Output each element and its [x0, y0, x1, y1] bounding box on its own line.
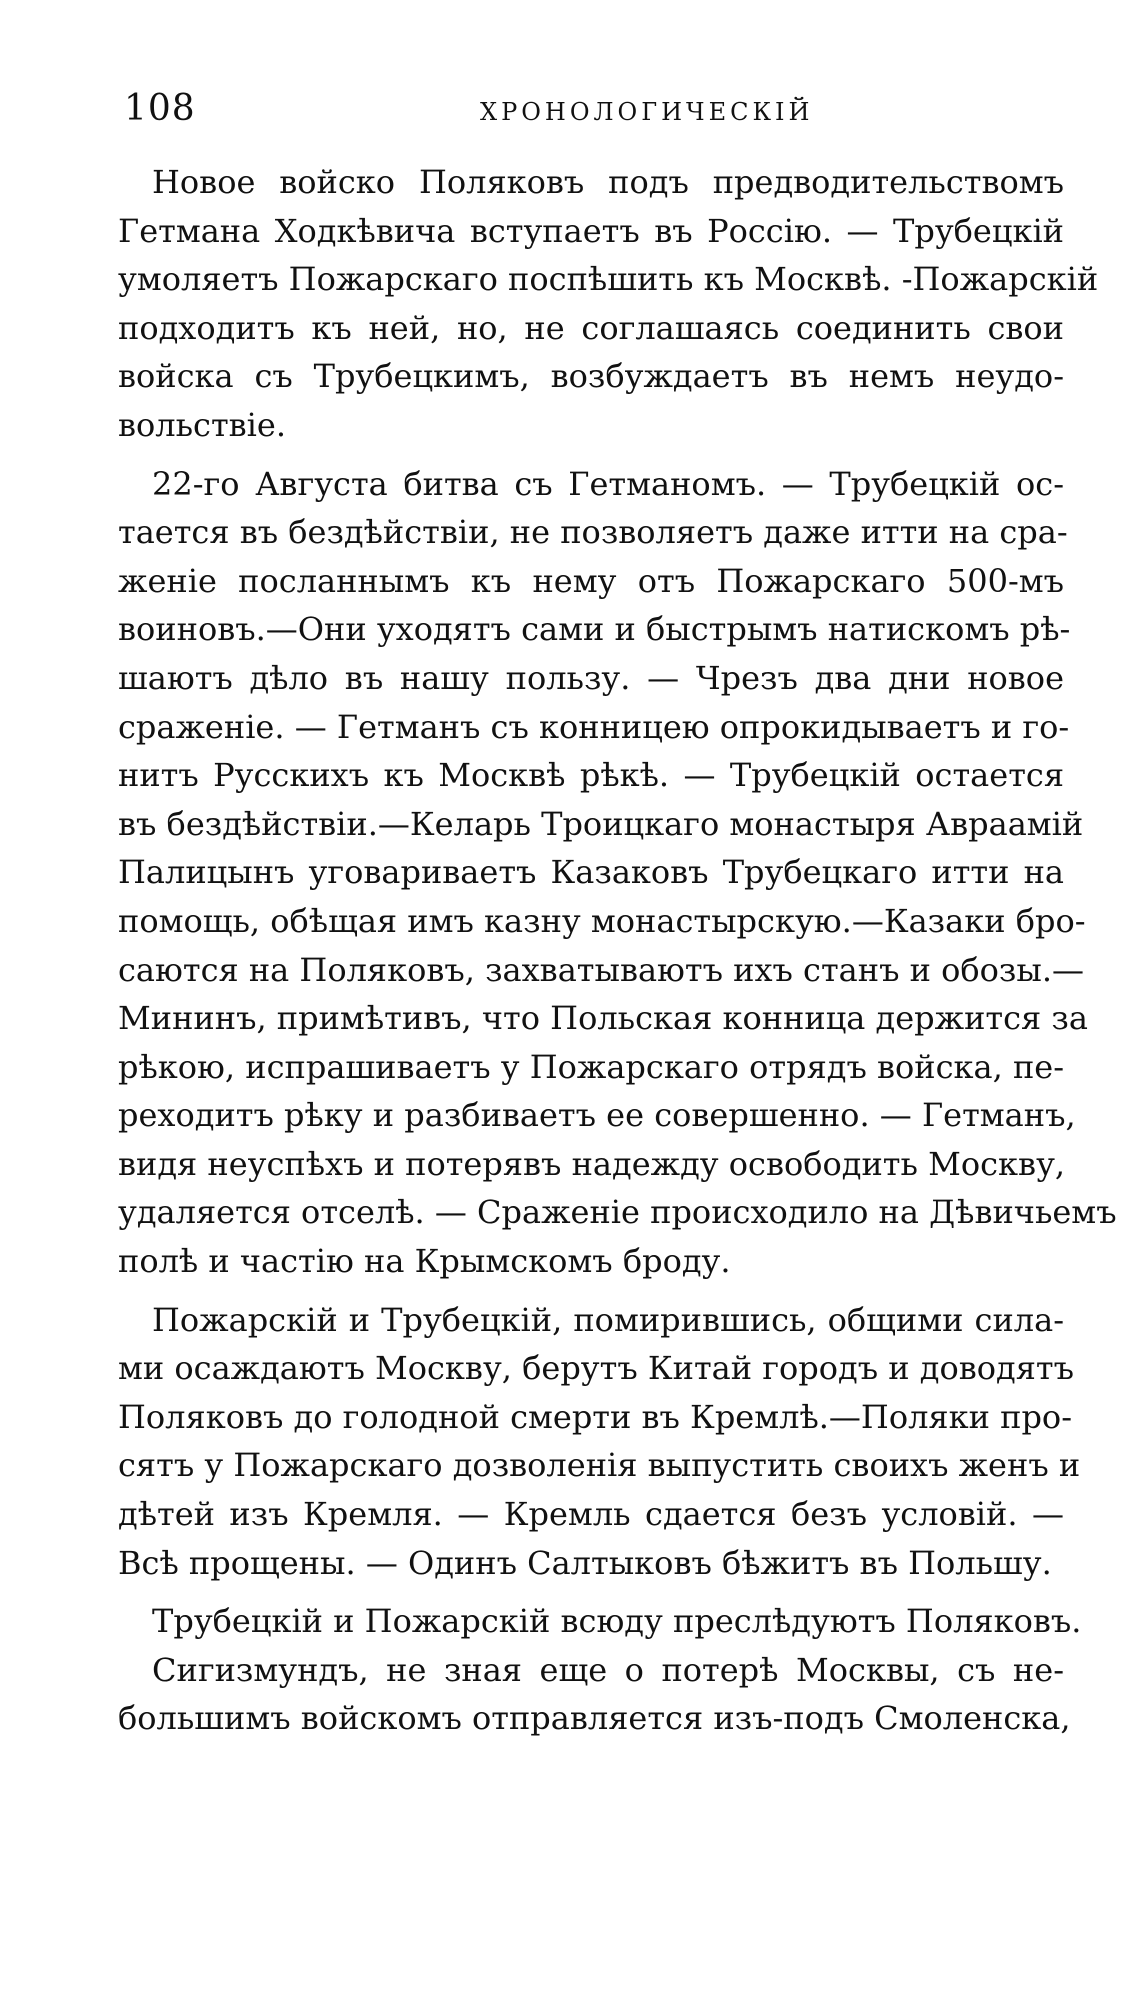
text-line: подходитъ къ ней, но, не соглашаясь соединить свои: [118, 308, 1064, 347]
text-line: женіе посланнымъ къ нему отъ Пожарскаго 500-мъ: [118, 561, 1064, 600]
running-head: ХРОНОЛОГИЧЕСКІЙ: [480, 98, 814, 126]
text-line: ми осаждаютъ Москву, берутъ Китай городъ и доводятъ: [118, 1349, 1074, 1388]
text-line: Сигизмундъ, не зная еще о потерѣ Москвы, съ не-: [152, 1650, 1064, 1689]
text-line: сятъ у Пожарскаго дозволенія выпустить своихъ женъ и: [118, 1446, 1081, 1485]
text-line: Палицынъ уговариваетъ Казаковъ Трубецкаго итти на: [118, 853, 1064, 892]
text-line: удаляется отселѣ. — Сраженіе происходило на Дѣвичьемъ: [118, 1193, 1117, 1232]
text-line: тается въ бездѣйствіи, не позволяетъ даже итти на сра-: [118, 513, 1068, 552]
page-header: [120, 88, 1060, 138]
text-line: войска съ Трубецкимъ, возбуждаетъ въ немъ неудо-: [118, 357, 1064, 396]
text-line: реходитъ рѣку и разбиваетъ ее совершенно. — Гетманъ,: [118, 1096, 1076, 1135]
text-line: рѣкою, испрашиваетъ у Пожарскаго отрядъ войска, пе-: [118, 1047, 1065, 1086]
text-line: вольствіе.: [118, 405, 287, 444]
paragraph: [118, 460, 1117, 1286]
text-line: саются на Поляковъ, захватываютъ ихъ станъ и обозы.—: [118, 950, 1084, 989]
text-line: шаютъ дѣло въ нашу пользу. — Чрезъ два дни новое: [118, 658, 1064, 697]
text-line: умоляетъ Пожарскаго поспѣшить къ Москвѣ. -Пожарскій: [118, 260, 1099, 299]
text-line: помощь, обѣщая имъ казну монастырскую.—Казаки бро-: [118, 901, 1086, 940]
text-line: большимъ войскомъ отправляется изъ-подъ Смоленска,: [118, 1699, 1071, 1738]
paragraph: [118, 158, 1099, 450]
text-line: воиновъ.—Они уходятъ сами и быстрымъ натискомъ рѣ-: [118, 610, 1071, 649]
text-line: видя неуспѣхъ и потерявъ надежду освободить Москву,: [118, 1144, 1066, 1183]
text-line: Трубецкій и Пожарскій всюду преслѣдуютъ Поляковъ.: [152, 1602, 1082, 1641]
text-line: Новое войско Поляковъ подъ предводительствомъ: [152, 163, 1064, 201]
text-line: Гетмана Ходкѣвича вступаетъ въ Россію. — Трубецкій: [118, 211, 1064, 250]
text-line: полѣ и частію на Крымскомъ броду.: [118, 1242, 731, 1281]
text-line: Пожарскій и Трубецкій, помирившись, общими сила-: [152, 1300, 1064, 1339]
body-text: [118, 158, 1117, 1743]
text-line: Поляковъ до голодной смерти въ Кремлѣ.—Поляки про-: [118, 1397, 1072, 1436]
paragraph: [118, 1597, 1082, 1743]
text-line: сраженіе. — Гетманъ съ конницею опрокидываетъ и го-: [118, 707, 1070, 746]
text-line: Всѣ прощены. — Одинъ Салтыковъ бѣжитъ въ Польшу.: [118, 1543, 1052, 1582]
text-line: въ бездѣйствіи.—Келарь Троицкаго монастыря Авраамій: [118, 804, 1084, 843]
text-line: дѣтей изъ Кремля. — Кремль сдается безъ условій. —: [118, 1495, 1064, 1534]
text-line: Мининъ, примѣтивъ, что Польская конница держится за: [118, 999, 1088, 1038]
page-number: 108: [124, 88, 196, 129]
text-line: нитъ Русскихъ къ Москвѣ рѣкѣ. — Трубецкій остается: [118, 756, 1064, 795]
paragraph: [118, 1296, 1081, 1588]
text-line: 22-го Августа битва съ Гетманомъ. — Трубецкій ос-: [152, 464, 1064, 503]
